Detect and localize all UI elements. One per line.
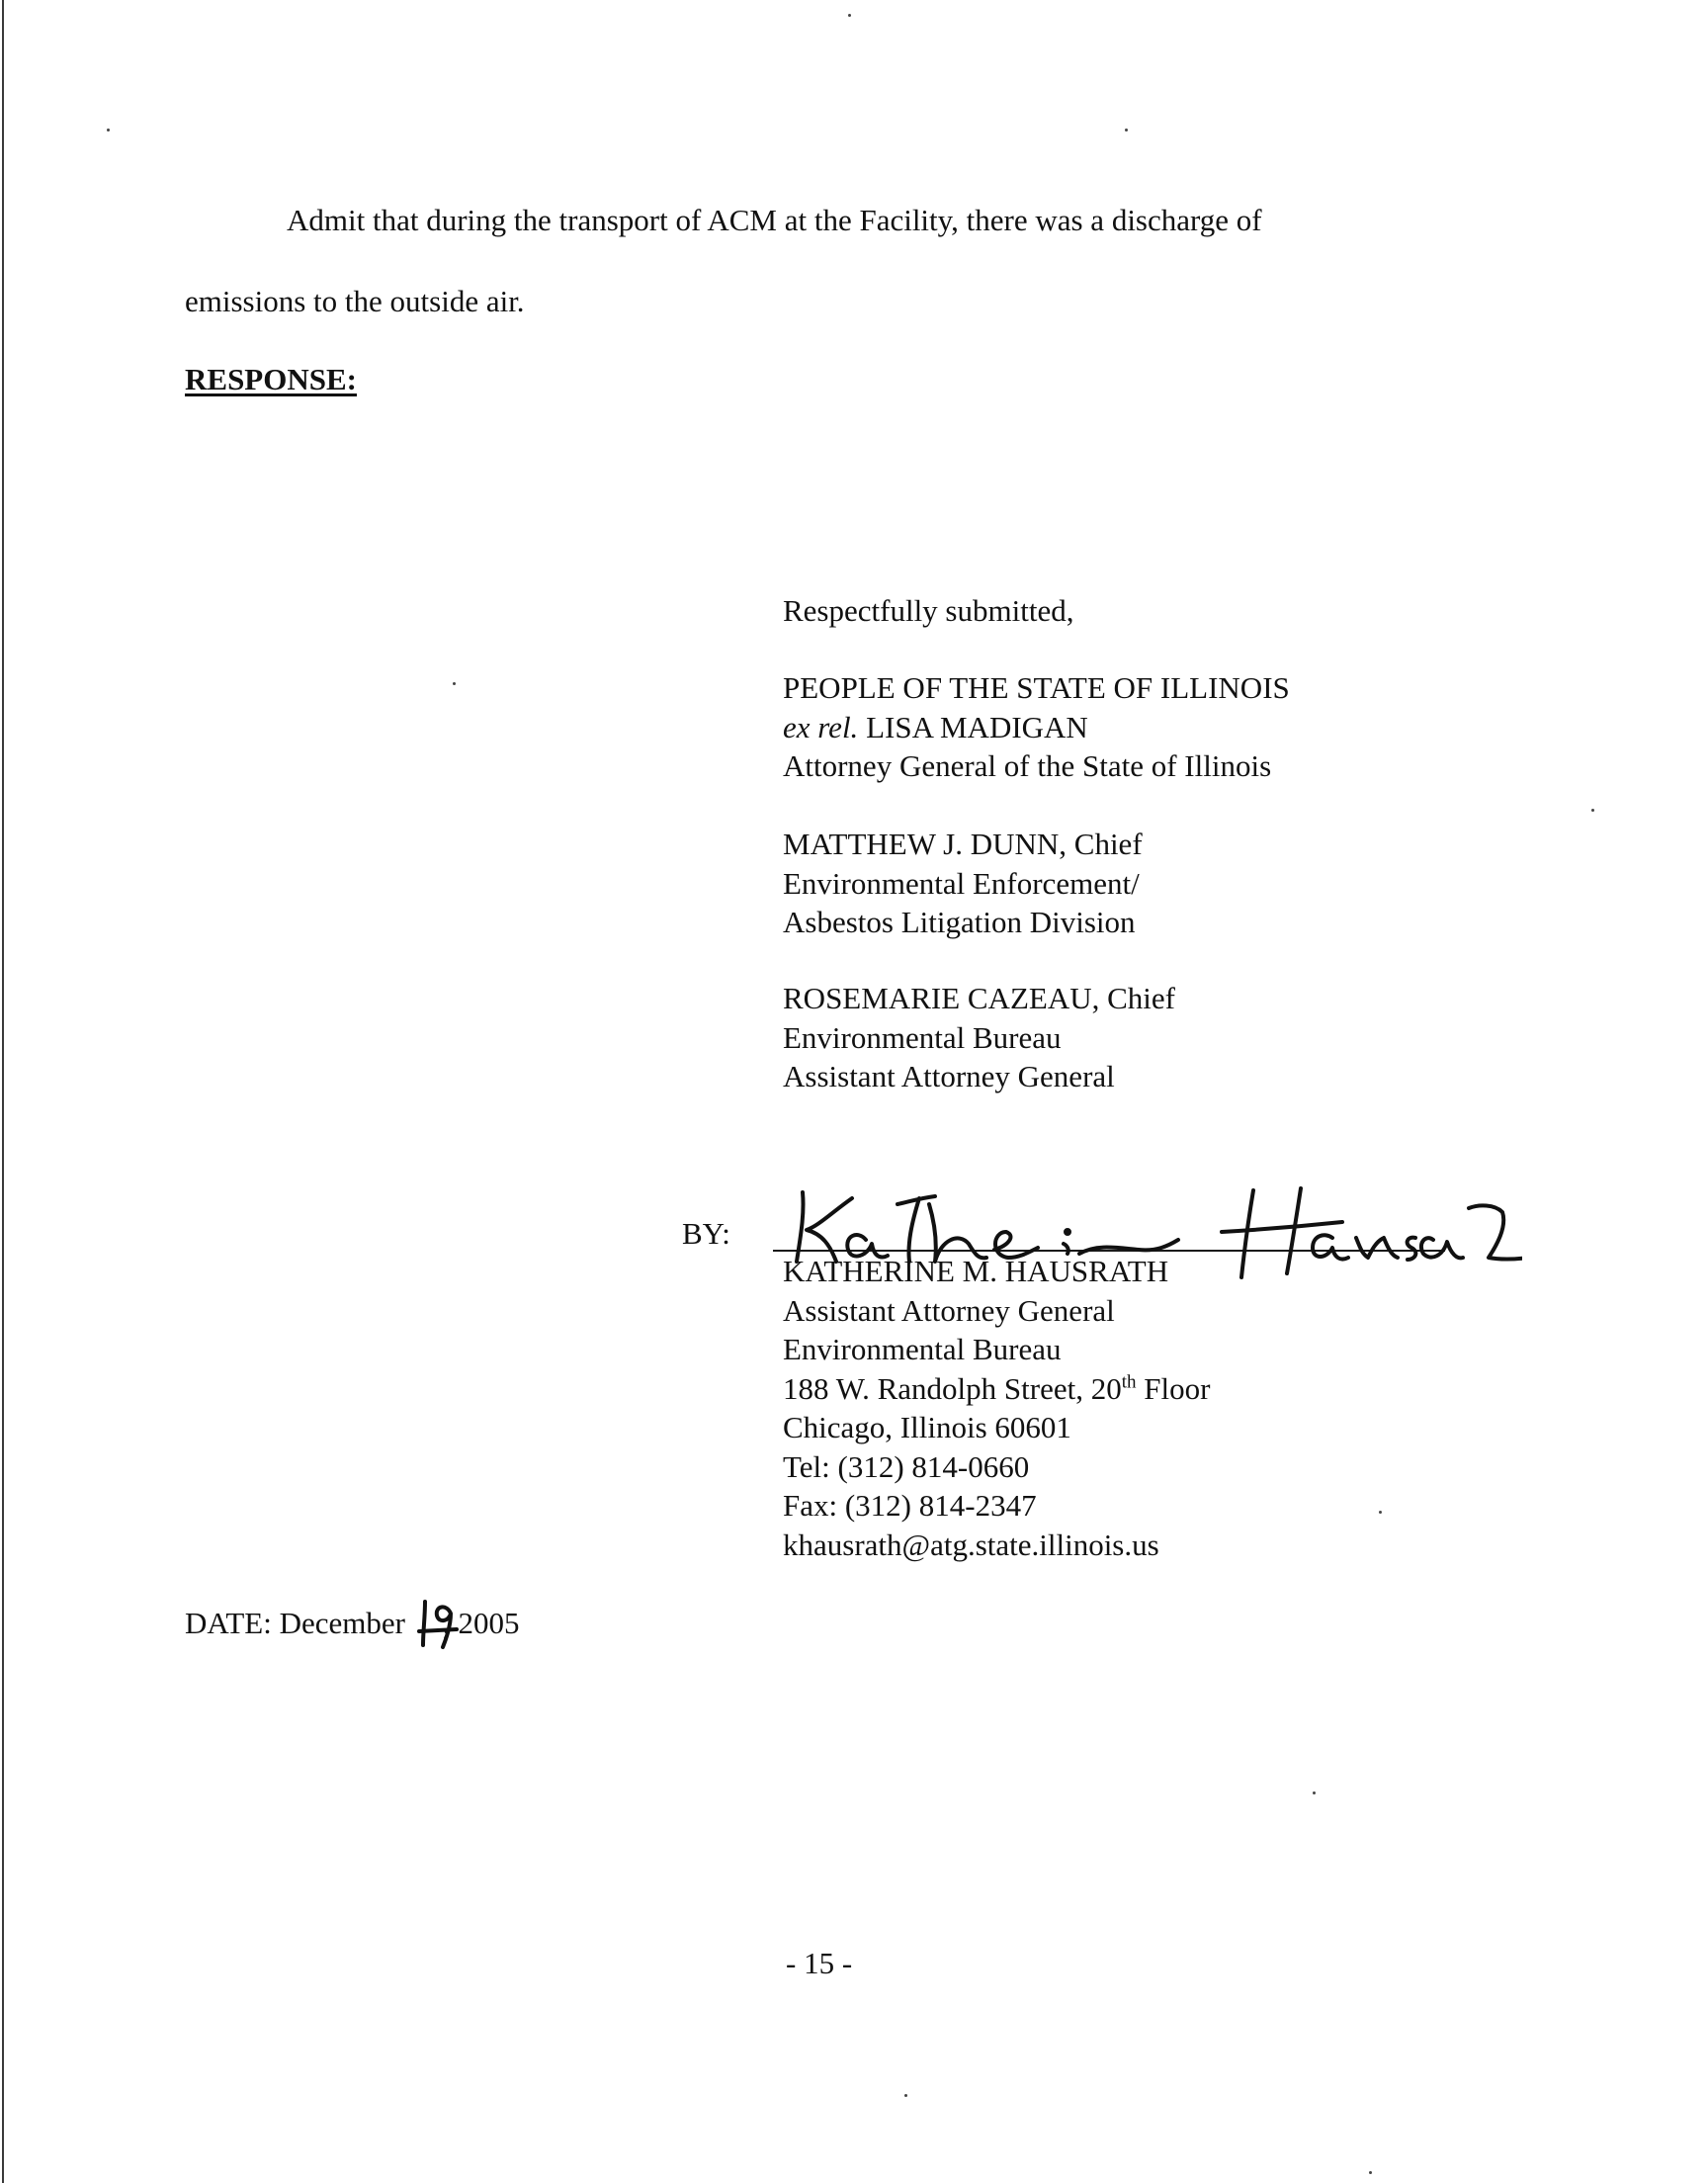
dunn-line-1: MATTHEW J. DUNN, Chief bbox=[783, 827, 1143, 861]
dunn-block bbox=[783, 825, 1143, 942]
page-number: - 15 - bbox=[786, 1946, 853, 1980]
date-label: DATE: December bbox=[185, 1606, 405, 1640]
scan-edge-line bbox=[2, 0, 4, 2183]
signer-street bbox=[783, 1369, 1210, 1409]
scan-speck bbox=[1313, 1791, 1316, 1794]
closing-text: Respectfully submitted, bbox=[783, 593, 1074, 628]
cazeau-line-1: ROSEMARIE CAZEAU, Chief bbox=[783, 981, 1175, 1015]
party-line-1: PEOPLE OF THE STATE OF ILLINOIS bbox=[783, 670, 1290, 705]
request-text-line-1: Admit that during the transport of ACM at the Facility, there was a discharge of bbox=[287, 203, 1262, 237]
party-line-2 bbox=[783, 708, 1290, 747]
scan-speck bbox=[1369, 2171, 1372, 2174]
street-ordinal: th bbox=[1121, 1371, 1137, 1393]
response-heading: RESPONSE: bbox=[185, 362, 357, 396]
closing-block bbox=[783, 591, 1073, 631]
street-main: 188 W. Randolph Street, 20 bbox=[783, 1370, 1122, 1406]
request-text-line-2: emissions to the outside air. bbox=[185, 284, 525, 318]
signer-bureau: Environmental Bureau bbox=[783, 1332, 1062, 1366]
scan-speck bbox=[107, 129, 110, 131]
dunn-line-3: Asbestos Litigation Division bbox=[783, 905, 1136, 939]
ex-rel: ex rel. bbox=[783, 709, 859, 744]
signer-block bbox=[783, 1252, 1210, 1564]
date-line bbox=[185, 1604, 519, 1642]
signer-tel: Tel: (312) 814-0660 bbox=[783, 1448, 1030, 1484]
dunn-line-2: Environmental Enforcement/ bbox=[783, 865, 1140, 901]
scan-speck bbox=[453, 682, 456, 685]
signer-email: khausrath@atg.state.illinois.us bbox=[783, 1527, 1159, 1562]
scan-speck bbox=[1379, 1511, 1382, 1514]
by-label: BY: bbox=[682, 1216, 730, 1251]
scan-speck bbox=[848, 14, 851, 17]
cazeau-line-2: Environmental Bureau bbox=[783, 1019, 1062, 1055]
party-block bbox=[783, 668, 1290, 786]
party-name: LISA MADIGAN bbox=[866, 709, 1088, 744]
street-floor: Floor bbox=[1136, 1370, 1211, 1406]
scan-speck bbox=[1125, 129, 1128, 131]
signer-title: Assistant Attorney General bbox=[783, 1292, 1115, 1328]
date-year: , 2005 bbox=[442, 1606, 520, 1640]
handwritten-date-day bbox=[417, 1592, 461, 1651]
cazeau-line-3: Assistant Attorney General bbox=[783, 1059, 1115, 1093]
scan-speck bbox=[1591, 809, 1594, 812]
scan-speck bbox=[904, 2094, 907, 2097]
party-line-3: Attorney General of the State of Illinois bbox=[783, 748, 1272, 783]
signer-name: KATHERINE M. HAUSRATH bbox=[783, 1254, 1169, 1288]
signer-city: Chicago, Illinois 60601 bbox=[783, 1410, 1071, 1444]
cazeau-block bbox=[783, 979, 1175, 1096]
signer-fax: Fax: (312) 814-2347 bbox=[783, 1488, 1037, 1523]
